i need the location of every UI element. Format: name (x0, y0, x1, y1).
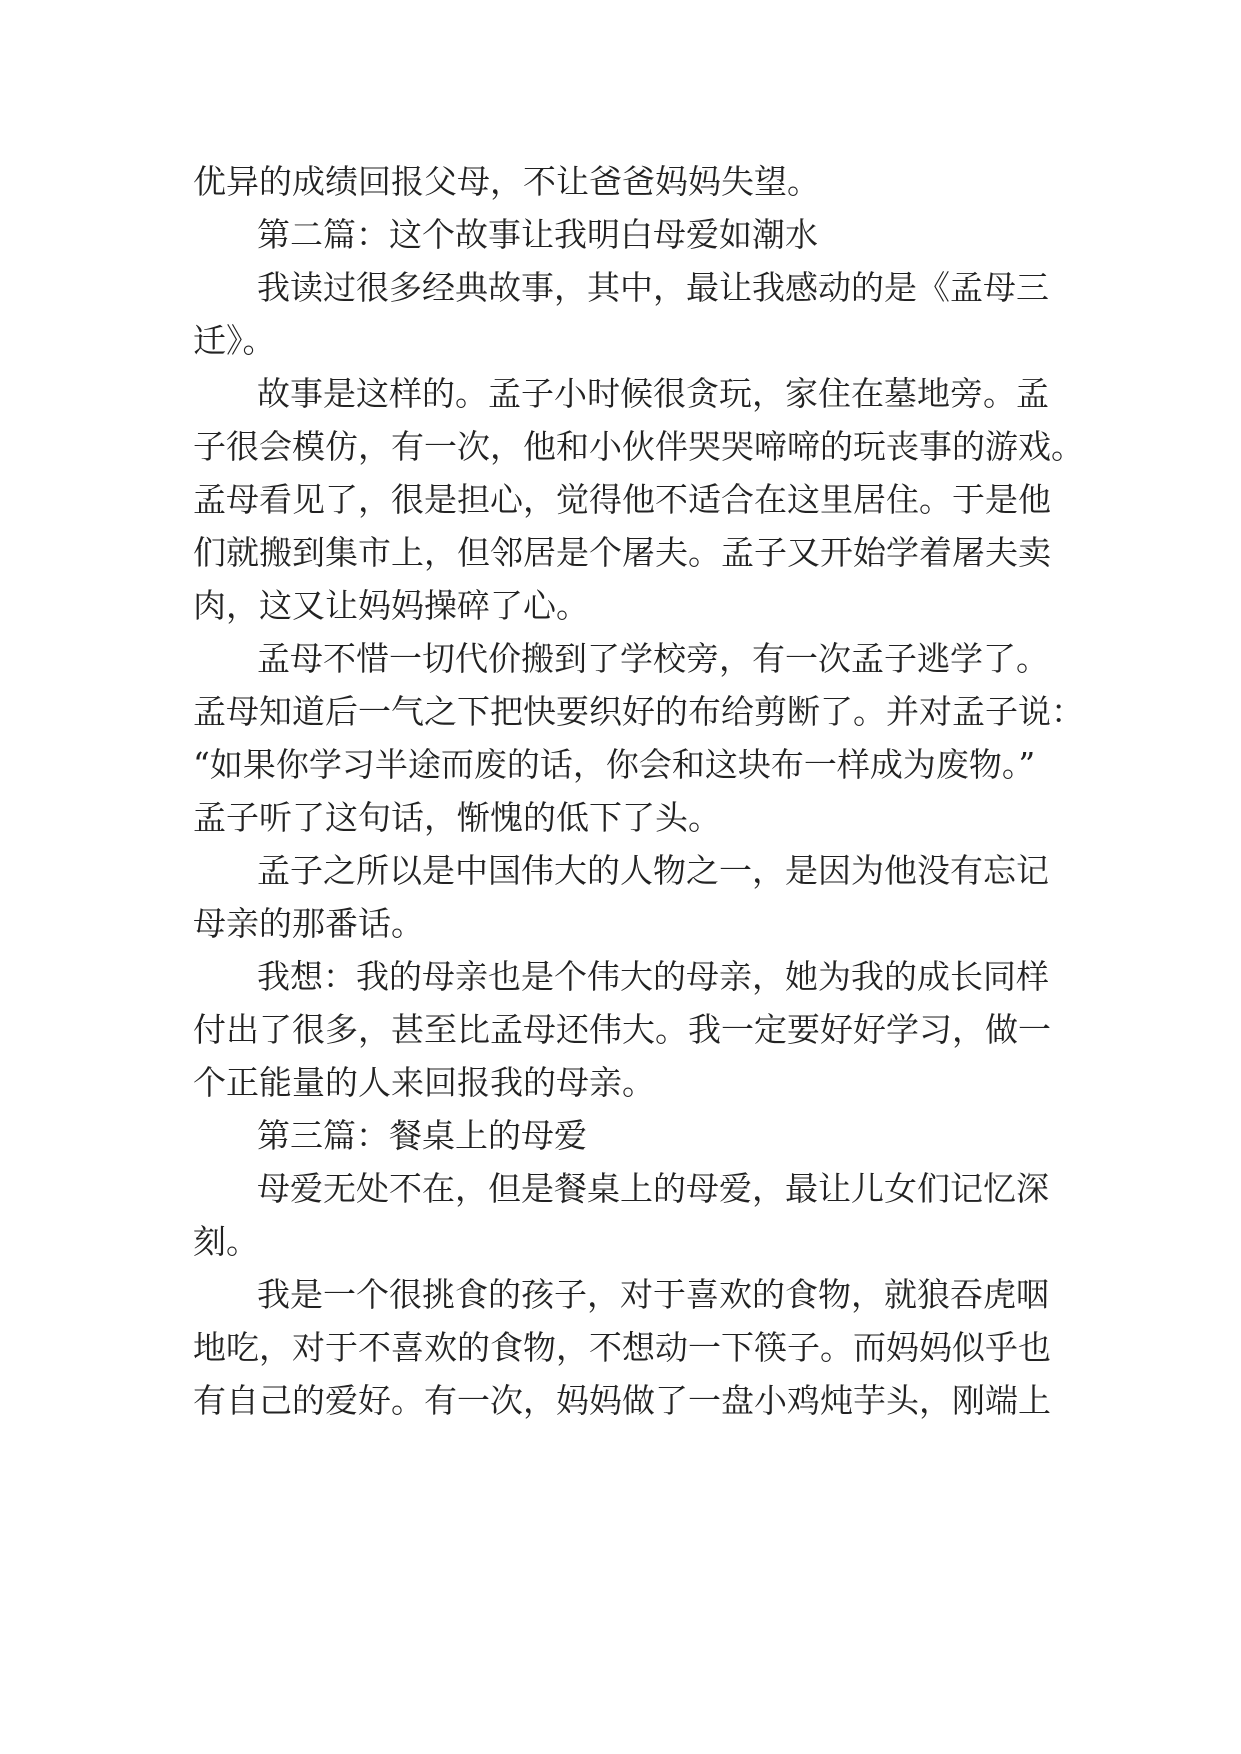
text-line: 迁》。 (193, 321, 276, 360)
text-line: 母爱无处不在，但是餐桌上的母爱，最让儿女们记忆深 (257, 1169, 1049, 1208)
text-line: 地吃，对于不喜欢的食物，不想动一下筷子。而妈妈似乎也 (193, 1328, 1051, 1367)
text-line: 孟子听了这句话，惭愧的低下了头。 (193, 798, 721, 837)
document-body (193, 155, 1084, 1427)
text-line: 我读过很多经典故事，其中，最让我感动的是《孟母三 (257, 268, 1049, 307)
text-line: 优异的成绩回报父母，不让爸爸妈妈失望。 (193, 162, 820, 201)
text-line: 肉，这又让妈妈操碎了心。 (193, 586, 589, 625)
text-line: 孟母知道后一气之下把快要织好的布给剪断了。并对孟子说： (193, 692, 1084, 731)
text-line: 母亲的那番话。 (193, 904, 424, 943)
text-line: 刻。 (193, 1222, 259, 1261)
text-line: 们就搬到集市上，但邻居是个屠夫。孟子又开始学着屠夫卖 (193, 533, 1051, 572)
text-line: 故事是这样的。孟子小时候很贪玩，家住在墓地旁。孟 (257, 374, 1049, 413)
text-line: 孟子之所以是中国伟大的人物之一，是因为他没有忘记 (257, 851, 1049, 890)
text-line: 孟母看见了，很是担心，觉得他不适合在这里居住。于是他 (193, 480, 1051, 519)
text-line: 我想：我的母亲也是个伟大的母亲，她为我的成长同样 (257, 957, 1049, 996)
section-heading: 第三篇：餐桌上的母爱 (257, 1116, 587, 1155)
text-line: 个正能量的人来回报我的母亲。 (193, 1063, 655, 1102)
section-heading: 第二篇：这个故事让我明白母爱如潮水 (257, 215, 818, 254)
text-line: 付出了很多，甚至比孟母还伟大。我一定要好好学习，做一 (193, 1010, 1051, 1049)
text-line: 有自己的爱好。有一次，妈妈做了一盘小鸡炖芋头，刚端上 (193, 1381, 1051, 1420)
text-line: “如果你学习半途而废的话，你会和这块布一样成为废物。” (193, 745, 1036, 784)
text-line: 我是一个很挑食的孩子，对于喜欢的食物，就狼吞虎咽 (257, 1275, 1049, 1314)
text-line: 孟母不惜一切代价搬到了学校旁，有一次孟子逃学了。 (257, 639, 1049, 678)
text-line: 子很会模仿，有一次，他和小伙伴哭哭啼啼的玩丧事的游戏。 (193, 427, 1084, 466)
